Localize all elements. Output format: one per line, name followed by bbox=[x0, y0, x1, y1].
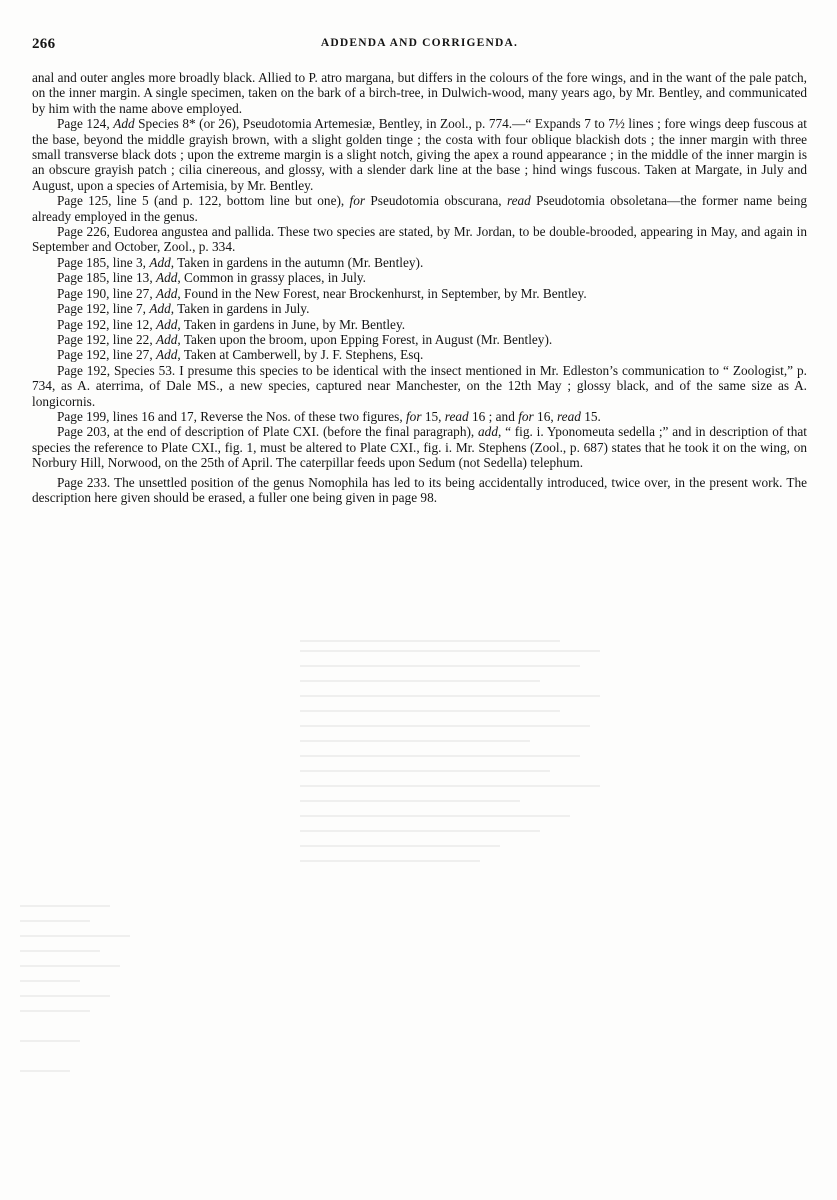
paragraph bbox=[32, 301, 807, 316]
italic-text: Add bbox=[113, 116, 135, 132]
italic-text: for bbox=[349, 193, 366, 209]
text-run: , Common in grassy places, in July. bbox=[177, 270, 367, 286]
text-run: , Taken in gardens in June, by Mr. Bentley. bbox=[177, 316, 406, 332]
paragraph bbox=[32, 332, 807, 347]
text-run: Page 226, Eudorea angustea and pallida. These two species are stated, by Mr. Jordan, to be double-brooded, appearing in May, and again in September and October, Zool., p. 334. bbox=[32, 224, 807, 255]
text-run: , Taken in gardens in July. bbox=[170, 301, 310, 317]
text-run: Page 124, bbox=[57, 116, 114, 132]
italic-text: read bbox=[444, 408, 469, 424]
text-run: , Taken in gardens in the autumn (Mr. Bentley). bbox=[170, 254, 424, 270]
italic-text: for bbox=[518, 408, 534, 424]
text-run: Pseudotomia obsoletana—the former name being already employed in the genus. bbox=[32, 193, 807, 224]
text-run: , Taken upon the broom, upon Epping Forest, in August (Mr. Bentley). bbox=[177, 331, 553, 347]
paragraph bbox=[32, 475, 807, 506]
text-run: 16, bbox=[533, 408, 557, 424]
paragraph bbox=[32, 409, 807, 424]
italic-text: Add bbox=[155, 347, 178, 363]
paragraph bbox=[32, 317, 807, 332]
italic-text: add bbox=[478, 424, 498, 440]
italic-text: read bbox=[557, 408, 581, 424]
text-run: Page 192, line 7, bbox=[57, 301, 150, 317]
text-run: Page 192, line 22, bbox=[57, 331, 156, 347]
text-run: 16 ; and bbox=[468, 408, 519, 424]
running-title: ADDENDA AND CORRIGENDA. bbox=[320, 37, 519, 49]
italic-text: Add bbox=[155, 285, 178, 301]
italic-text: Add bbox=[155, 316, 178, 332]
page-number: 266 bbox=[32, 36, 56, 52]
paragraph bbox=[32, 424, 807, 470]
text-run: , “ fig. i. Yponomeuta sedella ;” and in description of that species the reference to Plate CXI., fig. 1, must be altered to Plate CXI., fig. i. Mr. Stephens (Zool., p. 687) states that he took it on the wing, on Norbury Hill, Norwood, on the 25th of April. The caterpillar feeds upon Sedum (not Sedella) telephum. bbox=[32, 424, 807, 471]
italic-text: Add bbox=[155, 331, 178, 347]
italic-text: Add bbox=[149, 254, 171, 270]
paragraph bbox=[32, 286, 807, 301]
text-run: , Taken at Camberwell, by J. F. Stephens, Esq. bbox=[177, 347, 424, 363]
text-run: Page 203, at the end of description of Plate CXI. (before the final paragraph), bbox=[57, 424, 479, 440]
italic-text: Add bbox=[155, 270, 178, 286]
text-run: Page 185, line 13, bbox=[57, 270, 156, 286]
italic-text: Add bbox=[149, 301, 171, 317]
text-run: Page 192, line 27, bbox=[57, 347, 156, 363]
text-run: 15. bbox=[580, 408, 601, 424]
text-run: 15, bbox=[421, 408, 445, 424]
italic-text: read bbox=[506, 193, 531, 209]
text-run: , Found in the New Forest, near Brockenhurst, in September, by Mr. Bentley. bbox=[177, 285, 587, 301]
paragraph bbox=[32, 70, 807, 116]
text-run: anal and outer angles more broadly black. Allied to P. atro margana, but differs in the colours of the fore wings, and in the want of the pale patch, on the inner margin. A single specimen, taken on the bark of a birch-tree, in Dulwich-wood, many years ago, by Mr. Bentley, and communicated by him with the name above employed. bbox=[32, 70, 807, 116]
text-run: Species 8* (or 26), Pseudotomia Artemesiæ, Bentley, in Zool., p. 774.—“ Expands 7 to 7½ lines ; fore wings deep fuscous at the base, beyond the middle grayish brown, with a slight golden tinge ; the costa with four oblique blackish dots ; the inner margin with three small transverse black dots ; upon the extreme margin is a slight notch, giving the apex a round appearance ; in the middle of the inner margin is an obscure grayish patch ; cilia cinereous, and glossy, with a slender dark line at the base ; hind wings fuscous. Taken at Margate, in July and August, upon a species of Artemisia, by Mr. Bentley. bbox=[32, 116, 807, 193]
page-header bbox=[32, 36, 807, 56]
text-run: Page 185, line 3, bbox=[57, 254, 150, 270]
text-run: Page 190, line 27, bbox=[57, 285, 156, 301]
paragraph bbox=[32, 270, 807, 285]
paragraph bbox=[32, 224, 807, 255]
text-run: Page 199, lines 16 and 17, Reverse the Nos. of these two figures, bbox=[57, 408, 406, 424]
paragraph bbox=[32, 193, 807, 224]
text-run: Page 233. The unsettled position of the genus Nomophila has led to its being accidentally introduced, twice over, in the present work. The description here given should be erased, a fuller one being given in page 98. bbox=[32, 474, 807, 505]
text-run: Pseudotomia obscurana, bbox=[365, 193, 507, 209]
text-run: Page 192, Species 53. I presume this species to be identical with the insect mentioned in Mr. Edleston’s communication to “ Zoologist,” p. 734, as A. aterrima, of Dale MS., a new species, captured near Manchester, on the 12th May ; glossy black, and of the same size as A. longicornis. bbox=[32, 362, 807, 409]
text-run: Page 192, line 12, bbox=[57, 316, 156, 332]
paragraph bbox=[32, 347, 807, 362]
paragraph bbox=[32, 116, 807, 193]
paragraph bbox=[32, 255, 807, 270]
body-text bbox=[32, 70, 807, 505]
text-run: Page 125, line 5 (and p. 122, bottom line but one), bbox=[57, 193, 350, 209]
italic-text: for bbox=[405, 408, 422, 424]
paragraph bbox=[32, 363, 807, 409]
